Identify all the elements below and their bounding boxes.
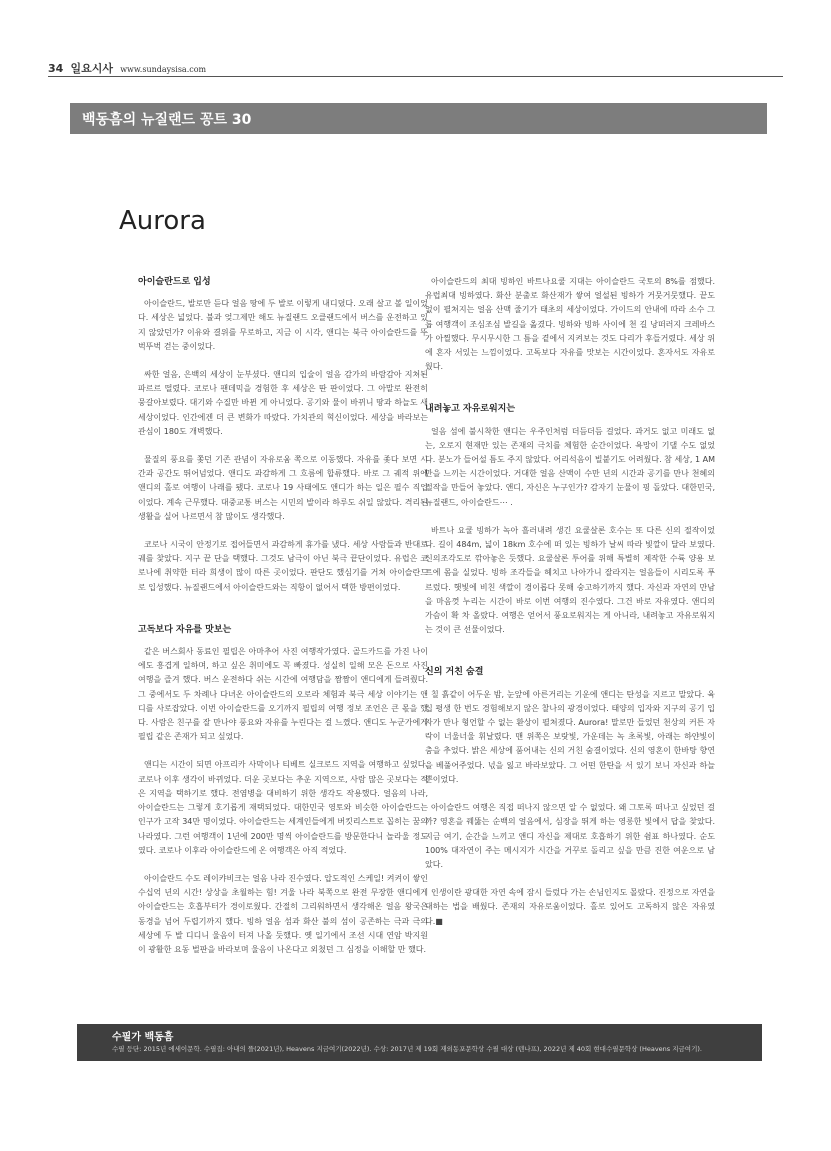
paragraph: 바트나 요쿨 빙하가 녹아 흘러내려 생긴 요쿨살론 호수는 또 다른 신의 절작이었다. 길이 484m, 넓이 18km 호수에 떠 있는 빙하가 날씨 따라 빛깔이 달라 보였다. 신의조각도로 깎아놓은 듯했다. 요쿨살론 투어를 위해 특별히 제작한 수륙 양용 보트에 몸을 실었다. 빙하 조각들을 헤치고 나아가니 잘라지는 얼음들이 시리도록 푸르렀다. 햇빛에 비친 색깔이 경이롭다 못해 숭고하기까지 했다. 자신과 자연의 만남을 마음껏 누리는 시간이 바로 이번 여행의 진수였다. 그건 바로 자유였다. 앤디의 가슴이 확 차 올랐다. 여행은 얻어서 풍요로워지는 게 아니라, 내려놓고 자유로워지는 것이 큰 선물이었다. [425, 525, 715, 635]
paragraph: 앤디는 시간이 되면 아프리카 사막이나 티베트 실크로드 지역을 여행하고 싶었다. 코로나 이후 생각이 바뀌었다. 더운 곳보다는 추운 지역으로, 사람 많은 곳보다는 적은 지역을 택하기로 했다. 전염병을 대비하기 위한 생각도 작용했다. 얼음의 나라, 아이슬란드는 그렇게 호기롭게 재택되었다. 대한민국 영토와 비슷한 아이슬란드는 인구가 고작 34만 명이었다. 아이슬란드는 세계인들에게 버킷리스트로 꼽히는 꿈의 나라였다. 그런 여행객이 1년에 200만 명씩 아이슬란드를 방문한다니 놀라울 정도였다. 코로나 이후라 아이슬란드에 온 여행객은 아직 적었다. [138, 760, 428, 855]
page-header [48, 60, 206, 76]
section-subheading: 고독보다 자유를 맛보는 [138, 624, 232, 635]
paragraph: 싸한 얼음, 은백의 세상이 눈부셨다. 앤디의 입술이 얼음 감가의 바람감아 지쳐된 파르르 떨렸다. 코로나 팬데믹을 경험한 후 세상은 딴 판이었다. 그 아말로 완전히 뭉갈아보렸다. 대기와 수질만 바뀐 게 아니었다. 공기와 물이 바뀌니 땅과 하늘도 새 세상이었다. 인간에겐 더 큰 변화가 따랐다. 가치관의 혁신이었다. 세상을 바라보는 관심이 180도 개벽했다. [138, 370, 428, 436]
paragraph: 코로나 시국이 안정기로 접어들면서 과감하게 휴가를 냈다. 세상 사람들과 반대로 궤를 찾았다. 지구 끝 단을 택했다. 그것도 남극이 아닌 북극 끝단이었다. 유럽은 코로나에 취약한 터라 희생이 많이 따른 곳이었다. 판단도 했심기를 거쳐 아이슬란드로 입성했다. 뉴질랜드에서 아이슬란드와는 직항이 없어서 택한 방편이었다. [138, 540, 428, 592]
section-subheading: 아이슬란드로 입성 [138, 277, 211, 287]
banner-title: 백동흠의 뉴질랜드 꽁트 30 [82, 112, 252, 128]
paragraph: 칠 흙같이 어두운 밤, 눈앞에 아른거리는 기운에 앤디는 탄성을 지르고 말았다. 육십 평생 한 번도 경험해보지 않은 찰나의 광경이었다. 태양의 입자와 지구의 공기 입자가 만나 형언할 수 없는 환상이 펼쳐졌다. Aurora! 말로만 들었던 천상의 커튼 자락이 너울너울 휘날렸다. 맨 위쪽은 보랏빛, 가운데는 녹 초록빛, 아래는 하얀빛이 춤을 추었다. 밝은 세상에 품어내는 신의 거친 숨결이었다. 신의 영혼이 한바탕 향연을 베풀어주었다. 넋을 잃고 바라보았다. 그 어떤 한탄을 서 있기 보니 자신과 하늘뿐이었다. [425, 689, 715, 784]
section-gap [425, 388, 715, 402]
author-name: 수필가 백동흠 [112, 1032, 174, 1043]
author-box [77, 1024, 762, 1061]
article-right-column [425, 275, 715, 943]
page-number: 34 [48, 62, 64, 75]
paragraph: 아이슬란드의 최대 빙하인 바트나요쿨 지대는 아이슬란드 국토의 8%를 점했다. 유럽최대 빙하였다. 화산 분출로 화산재가 쌓여 얼설된 빙하가 거뭇거뭇했다. 끝도 없이 펼쳐지는 얼음 산맥 줄기가 태초의 세상이었다. 가이드의 안내에 따라 소수 그룹 여행객이 조심조심 발길을 옮겼다. 빙하와 빙하 사이에 천 길 낭떠러지 크레바스가 아찔했다. 무시무시한 그 틈을 곁에서 지켜보는 것도 다리가 후들거렸다. 세상 위에 혼자 서있는 느낌이었다. 고독보다 자유를 맛보는 시간이었다. 혼자서도 자유로웠다. [425, 277, 715, 372]
publication-name: 일요시사 [70, 62, 114, 75]
section-gap [425, 651, 715, 665]
column-banner [70, 103, 767, 134]
publication-url: www.sundaysisa.com [120, 65, 207, 74]
article-title: Aurora [119, 206, 206, 236]
paragraph: 물질의 풍요를 쫓던 기존 관념이 자유로움 쪽으로 이동했다. 자유를 좇다 보면 시간과 공간도 뛰어넘었다. 앤디도 과감하게 그 흐름에 합류했다. 바로 그 궤적 위에 앤디의 홀로 여행이 나래를 됐다. 코로나 19 사태에도 앤디가 하는 일은 필수 직업이었다. 계속 근무했다. 대중교통 버스는 시민의 발이라 하루도 쉬일 않았다. 격리된 생활을 실어 나르면서 참 많이도 생각했다. [138, 455, 428, 521]
paragraph: 같은 버스회사 동료인 필립은 아마추어 사진 여행작가였다. 골드카드를 가진 나이에도 흥겹게 일하며, 하고 싶은 취미에도 꼭 빠졌다. 성실히 일해 모은 돈으로 사진 여행을 즐겨 했다. 버스 운전하다 쉬는 시간에 여행담을 짬짬이 앤디에게 들려줬다. 그 중에서도 두 차례나 다녀온 아이슬란드의 오로라 체험과 북극 세상 이야기는 앤디를 사로잡았다. 이번 아이슬란드를 오기까지 필립의 여행 정보 조언은 큰 몫을 했다. 사람은 친구를 잘 만나야 풍요와 자유를 누린다는 걸 느꼈다. 앤디도 누군가에게 필립 같은 존재가 되고 싶었다. [138, 647, 428, 742]
paragraph: 인생이란 광대한 자연 속에 잠시 들렀다 가는 손님인지도 몰랐다. 진정으로 자연을 대하는 법을 배웠다. 존재의 자유로움이었다. 홀로 있어도 고독하지 않은 자유였다.■ [425, 888, 715, 926]
paragraph: 아이슬란드, 발로만 듣다 얼음 땅에 두 발로 이렇게 내디뎠다. 오래 살고 볼 일이었다. 세상은 넓었다. 불과 엊그제만 해도 뉴질랜드 오클랜드에서 버스를 운전하고 있지 않았던가? 이유와 결위를 무로하고, 지금 이 시각, 앤디는 북극 아이슬란드를 뚜벅뚜벅 걷는 중이었다. [138, 299, 428, 351]
section-gap [138, 609, 428, 623]
paragraph: 아이슬란드 수도 레이캬비크는 얼음 나라 진수였다. 압도적인 스케일! 켜켜이 쌓인 수십억 년의 시간! 상상을 초월하는 힘! 겨울 나라 북쪽으로 완전 무장한 앤디에게 아이슬란드는 호흡부터가 경이로웠다. 간절히 그리워하면서 생각해온 얼음 왕국은 동경을 넘어 두렵기까지 했다. 빙하 얼음 섬과 화산 불의 섬이 공존하는 극과 극의 세상에 두 발 디디니 울음이 터져 나올 듯했다. 옛 일기에서 조선 시대 연암 박지원이 광활한 요동 벌판을 바라보며 울음이 나온다고 외쳤던 그 심정을 이해할 만 했다. [138, 873, 428, 954]
header-divider [48, 76, 783, 77]
section-subheading: 내려놓고 자유로워지는 [425, 404, 516, 415]
author-bio: 수필 등단: 2015년 에세이문학. 수필집: 아내의 뜰(2021년), Heavens 지금여기(2022년). 수상: 2017년 제 19회 재외동포문학상 수필 대상 (텐나프), 2022년 제 40회 현대수필문학상 (Heavens 지금여기). [112, 1045, 702, 1053]
article-left-column [138, 275, 428, 971]
section-subheading: 신의 거친 숨결 [425, 667, 484, 678]
paragraph: 얼음 섬에 불시착한 앤디는 우주인처럼 더듬더듬 걸었다. 과거도 없고 미래도 없는, 오로지 현재만 있는 존재의 극치를 체험한 순간이었다. 욕망이 기댈 수도 없었다. 분노가 들어설 틈도 주지 않았다. 어리석음이 빌붙기도 어려웠다. 참 세상, 1 AM만을 느끼는 시간이었다. 거대한 얼음 산맥이 수만 년의 시간과 공기를 만나 천혜의 절작을 만들어 놓았다. 앤디, 자신은 누구인가? 감자기 눈물이 핑 돌았다. 대한민국, 뉴질랜드, 아이슬란드⋯ . [425, 426, 715, 507]
paragraph: 아이슬란드 여행은 직접 떠나지 않으면 알 수 없었다. 왜 그토록 떠나고 싶었던 걸까? 영혼을 꿰뚫는 순백의 얼음에서, 심장을 뛰게 하는 영롱한 빛에서 답을 찾았다. 지금 여기, 순간을 느끼고 앤디 자신을 제대로 호흡하기 위한 쉼표 하나였다. 순도 100% 대자연이 주는 메시지가 시간을 거꾸로 돌리고 싶을 만큼 진한 여운으로 남았다. [425, 803, 715, 869]
